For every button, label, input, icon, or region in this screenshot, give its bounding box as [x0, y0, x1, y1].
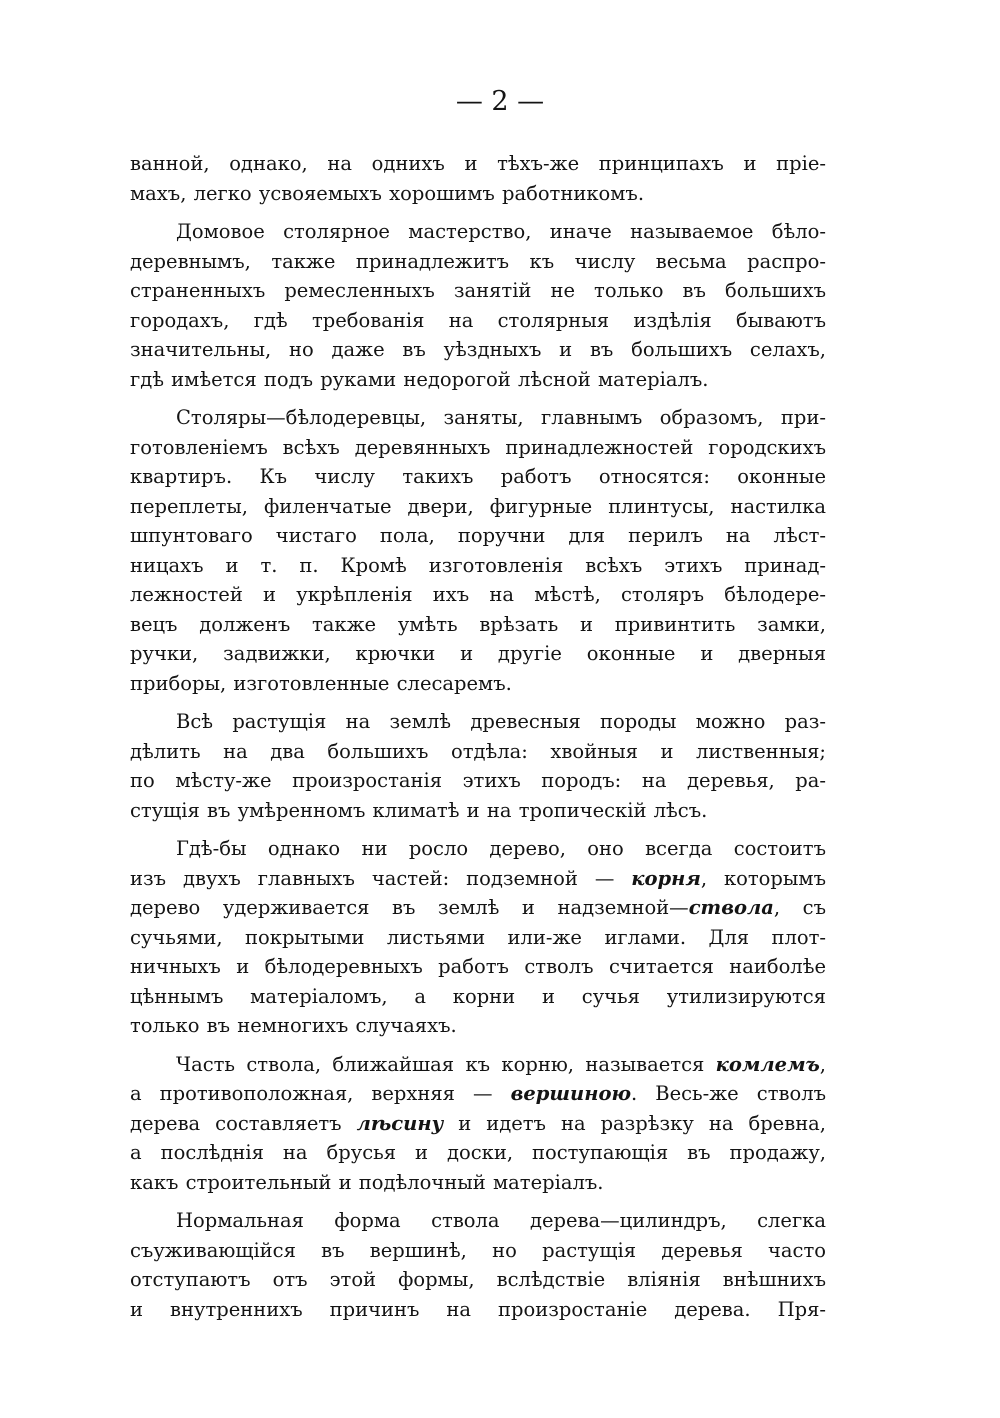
text-line — [130, 1168, 826, 1198]
text-line — [130, 864, 826, 894]
text-segment: изъ двухъ главныхъ частей: подземной — — [130, 866, 632, 890]
text-segment: , съ — [773, 896, 826, 919]
text-line — [130, 403, 826, 433]
text-segment: по мѣсту-же произростанiя этихъ породъ: на деревья, ра- — [130, 769, 826, 792]
text-line — [130, 982, 826, 1012]
italic-term: комлемъ — [715, 1052, 820, 1076]
italic-term: лѣсину — [356, 1111, 444, 1135]
paragraph — [130, 1050, 826, 1198]
text-line — [130, 1138, 826, 1168]
italic-term: корня — [631, 866, 701, 890]
text-segment: Всѣ растущiя на землѣ древесныя породы можно раз- — [176, 710, 826, 733]
paragraph — [130, 149, 826, 208]
text-segment: . Весь-же стволъ — [631, 1082, 826, 1105]
text-segment: , которымъ — [700, 866, 827, 890]
text-segment: ванной, однако, на однихъ и тѣхъ-же принципахъ и прie- — [130, 152, 826, 175]
text-line — [130, 923, 826, 953]
paragraph — [130, 707, 826, 825]
text-line — [130, 521, 826, 551]
text-segment: только въ немногихъ случаяхъ. — [130, 1014, 457, 1037]
text-line — [130, 580, 826, 610]
text-segment: Домовое столярное мастерство, иначе называемое бѣло- — [176, 220, 826, 243]
text-line — [130, 276, 826, 306]
text-line — [130, 365, 826, 395]
text-line — [130, 737, 826, 767]
text-line — [130, 893, 826, 923]
text-segment: отступаютъ отъ этой формы, вслѣдствie влiянiя внѣшнихъ — [130, 1268, 826, 1291]
paragraph — [130, 1206, 826, 1324]
text-line — [130, 462, 826, 492]
text-segment: переплеты, филенчатые двери, фигурные плинтусы, настилка — [130, 494, 826, 518]
text-line — [130, 247, 826, 277]
text-segment: шпунтоваго чистаго пола, поручни для перилъ на лѣст- — [130, 524, 826, 547]
paragraph — [130, 217, 826, 394]
text-line — [130, 1011, 826, 1041]
text-line — [130, 433, 826, 463]
text-segment: Нормальная форма ствола дерева—цилиндръ, слегка — [176, 1209, 826, 1232]
text-segment: значительны, но даже въ уѣздныхъ и въ большихъ селахъ, — [130, 338, 826, 361]
text-segment: сучьями, покрытыми листьями или-же иглами. Для плот- — [130, 925, 826, 949]
text-segment: и внутреннихъ причинъ на произростанie дерева. Пря- — [130, 1297, 826, 1321]
page-number: — 2 — — [455, 86, 545, 117]
text-line — [130, 551, 826, 581]
text-line — [130, 1265, 826, 1295]
text-segment: Гдѣ-бы однако ни росло дерево, оно всегда состоитъ — [176, 837, 826, 860]
paragraph — [130, 834, 826, 1041]
text-segment: вецъ долженъ также умѣть врѣзать и привинтить замки, — [130, 612, 826, 636]
text-segment: стущiя въ умѣренномъ климатѣ и на тропическiй лѣсъ. — [130, 798, 708, 822]
text-line — [130, 1109, 826, 1139]
text-body — [130, 149, 826, 1324]
text-segment: дерево удерживается въ землѣ и надземной— — [130, 896, 689, 919]
text-segment: , — [819, 1052, 826, 1076]
text-line — [130, 179, 826, 209]
text-segment: городахъ, гдѣ требованiя на столярныя издѣлiя бываютъ — [130, 308, 826, 332]
text-line — [130, 1050, 826, 1080]
text-segment: дерева составляетъ — [130, 1111, 357, 1135]
text-line — [130, 1295, 826, 1325]
text-segment: дѣлить на два большихъ отдѣла: хвойныя и лиственныя; — [130, 739, 826, 763]
text-segment: приборы, изготовленные слесаремъ. — [130, 671, 512, 695]
text-line — [130, 1079, 826, 1109]
text-line — [130, 834, 826, 864]
text-line — [130, 639, 826, 669]
italic-term: вершиною — [510, 1082, 631, 1105]
text-line — [130, 1236, 826, 1266]
text-segment: лежностей и укрѣпленiя ихъ на мѣстѣ, столяръ бѣлодере- — [130, 583, 826, 606]
text-segment: квартиръ. Къ числу такихъ работъ относятся: оконные — [130, 465, 826, 488]
text-line — [130, 796, 826, 826]
text-segment: Часть ствола, ближайшая къ корню, называется — [176, 1052, 716, 1076]
text-line — [130, 306, 826, 336]
text-segment: ручки, задвижки, крючки и другiе оконные и дверныя — [130, 642, 826, 665]
text-segment: страненныхъ ремесленныхъ занятiй не только въ большихъ — [130, 279, 826, 302]
text-segment: ничныхъ и бѣлодеревныхъ работъ стволъ считается наиболѣе — [130, 955, 826, 978]
text-segment: готовленiемъ всѣхъ деревянныхъ принадлежностей городскихъ — [130, 435, 826, 459]
paragraph — [130, 403, 826, 698]
text-segment: съуживающiйся въ вершинѣ, но растущiя деревья часто — [130, 1238, 826, 1262]
text-line — [130, 335, 826, 365]
italic-term: ствола — [688, 896, 774, 919]
text-segment: гдѣ имѣется подъ руками недорогой лѣсной матерiалъ. — [130, 367, 709, 391]
text-line — [130, 610, 826, 640]
text-segment: цѣннымъ матерiаломъ, а корни и сучья утилизируются — [130, 984, 826, 1008]
text-segment: махъ, легко усвояемыхъ хорошимъ работникомъ. — [130, 181, 645, 205]
text-line — [130, 707, 826, 737]
text-segment: а противоположная, верхняя — — [130, 1082, 511, 1105]
text-line — [130, 669, 826, 699]
text-segment: ницахъ и т. п. Кромѣ изготовленiя всѣхъ этихъ принад- — [130, 553, 826, 577]
text-segment: а послѣднiя на брусья и доски, поступающiя въ продажу, — [130, 1141, 826, 1164]
text-segment: и идетъ на разрѣзку на бревна, — [443, 1111, 827, 1135]
text-segment: деревнымъ, также принадлежитъ къ числу весьма распро- — [130, 249, 826, 273]
text-line — [130, 1206, 826, 1236]
text-line — [130, 766, 826, 796]
text-line — [130, 952, 826, 982]
text-line — [130, 217, 826, 247]
text-line — [130, 492, 826, 522]
text-segment: какъ строительный и подѣлочный матерiалъ. — [130, 1170, 604, 1194]
text-line — [130, 149, 826, 179]
text-segment: Столяры—бѣлодеревцы, заняты, главнымъ образомъ, при- — [176, 406, 826, 429]
